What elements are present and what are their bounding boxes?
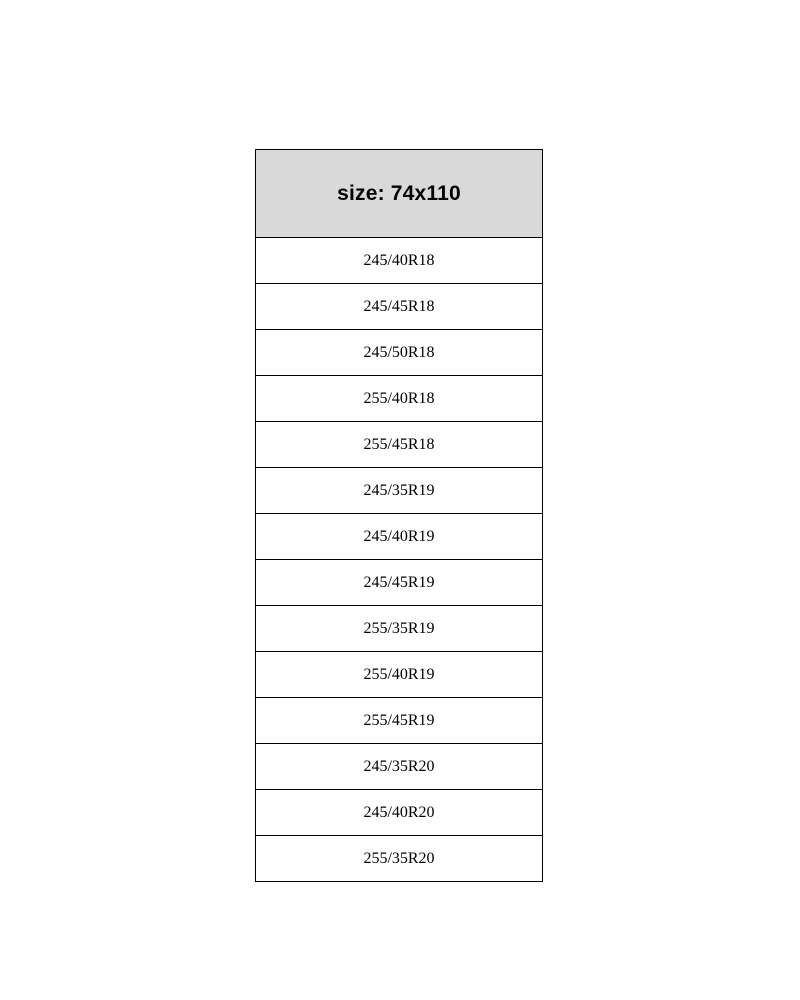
table-header-cell: size: 74x110	[256, 150, 543, 238]
table-row	[256, 284, 543, 330]
tire-size-value: 245/45R19	[256, 560, 543, 606]
table-row	[256, 514, 543, 560]
tire-size-value: 245/35R20	[256, 744, 543, 790]
table-row	[256, 376, 543, 422]
table-body	[256, 150, 543, 882]
tire-size-value: 255/35R19	[256, 606, 543, 652]
table-row	[256, 652, 543, 698]
table-row	[256, 698, 543, 744]
table-row	[256, 560, 543, 606]
table-row	[256, 238, 543, 284]
tire-size-value: 245/40R19	[256, 514, 543, 560]
table-row	[256, 422, 543, 468]
table-row	[256, 836, 543, 882]
table-row	[256, 330, 543, 376]
tire-size-value: 245/35R19	[256, 468, 543, 514]
tire-size-value: 245/40R18	[256, 238, 543, 284]
table-row	[256, 468, 543, 514]
tire-size-value: 255/45R18	[256, 422, 543, 468]
size-table-container	[255, 149, 543, 882]
tire-size-value: 255/40R18	[256, 376, 543, 422]
tire-size-value: 245/50R18	[256, 330, 543, 376]
tire-size-value: 255/45R19	[256, 698, 543, 744]
tire-size-value: 255/35R20	[256, 836, 543, 882]
table-row	[256, 744, 543, 790]
table-row	[256, 606, 543, 652]
tire-size-value: 245/40R20	[256, 790, 543, 836]
tire-size-value: 245/45R18	[256, 284, 543, 330]
tire-size-table	[255, 149, 543, 882]
tire-size-value: 255/40R19	[256, 652, 543, 698]
table-row	[256, 790, 543, 836]
table-header-row	[256, 150, 543, 238]
